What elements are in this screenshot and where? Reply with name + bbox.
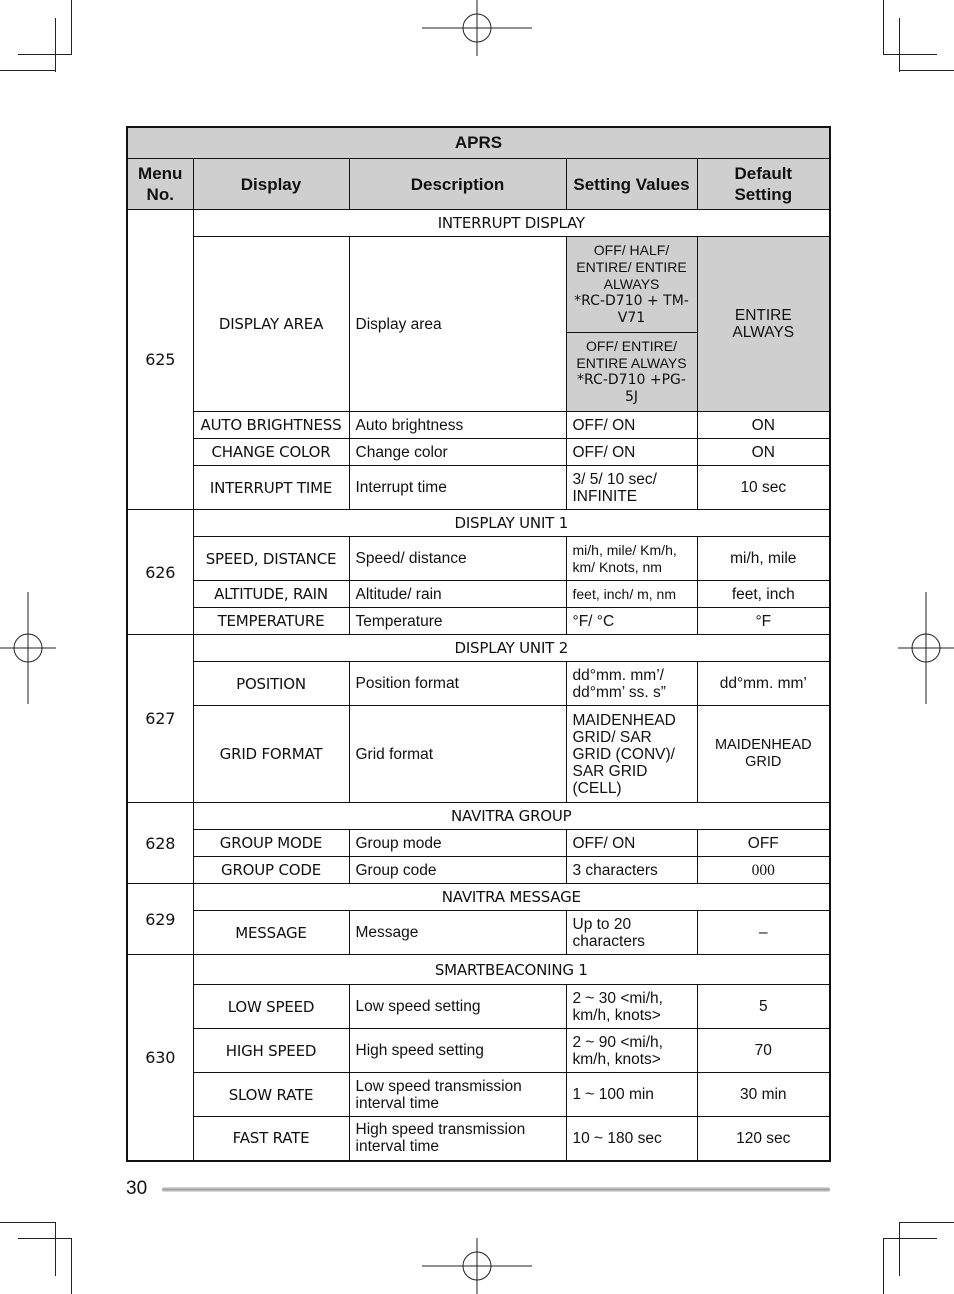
display-cell: LOW SPEED (193, 985, 349, 1029)
setting-values-cell (566, 237, 697, 333)
default-cell: ON (697, 412, 830, 439)
display-cell: TEMPERATURE (193, 608, 349, 635)
crop-mark (55, 1222, 56, 1276)
setting-values-cell: OFF/ ON (566, 830, 697, 857)
registration-mark (0, 592, 56, 704)
display-cell: CHANGE COLOR (193, 439, 349, 466)
description-cell: Change color (349, 439, 566, 466)
menu-number: 629 (127, 884, 193, 955)
default-cell: 000 (697, 857, 830, 884)
display-cell: AUTO BRIGHTNESS (193, 412, 349, 439)
setting-values-cell: 2 ~ 90 <mi/h, km/h, knots> (566, 1029, 697, 1073)
setting-values-cell: 2 ~ 30 <mi/h, km/h, knots> (566, 985, 697, 1029)
description-cell: High speed setting (349, 1029, 566, 1073)
display-cell: INTERRUPT TIME (193, 466, 349, 510)
description-cell: Display area (349, 237, 566, 412)
default-cell: – (697, 911, 830, 955)
default-cell: 5 (697, 985, 830, 1029)
default-cell: °F (697, 608, 830, 635)
footer-rule (162, 1187, 830, 1192)
description-cell: Interrupt time (349, 466, 566, 510)
default-cell: MAIDENHEAD GRID (697, 706, 830, 803)
display-cell: HIGH SPEED (193, 1029, 349, 1073)
registration-mark (422, 0, 532, 56)
header-menu-no: Menu No. (127, 159, 193, 210)
description-cell: Low speed setting (349, 985, 566, 1029)
display-cell: SLOW RATE (193, 1073, 349, 1117)
section-heading: SMARTBEACONING 1 (193, 955, 830, 985)
crop-mark (71, 1239, 72, 1294)
display-cell: DISPLAY AREA (193, 237, 349, 412)
setting-values-cell: 10 ~ 180 sec (566, 1117, 697, 1161)
display-cell: ALTITUDE, RAIN (193, 581, 349, 608)
section-heading: INTERRUPT DISPLAY (193, 210, 830, 237)
menu-number: 628 (127, 803, 193, 884)
menu-number: 626 (127, 510, 193, 635)
display-cell: GROUP MODE (193, 830, 349, 857)
setting-values-text: OFF/ ENTIRE/ ENTIRE ALWAYS (576, 338, 687, 371)
crop-mark (899, 18, 900, 72)
crop-mark (0, 1222, 55, 1223)
setting-values-cell: 3/ 5/ 10 sec/ INFINITE (566, 466, 697, 510)
setting-values-cell: OFF/ ON (566, 412, 697, 439)
header-setting-values: Setting Values (566, 159, 697, 210)
setting-values-cell: 3 characters (566, 857, 697, 884)
registration-mark (422, 1238, 532, 1294)
description-cell: Altitude/ rain (349, 581, 566, 608)
crop-mark (883, 54, 937, 55)
description-cell: Auto brightness (349, 412, 566, 439)
crop-mark (71, 0, 72, 55)
model-condition: *RC-D710 + TM-V71 (574, 293, 689, 326)
menu-number: 630 (127, 955, 193, 1161)
setting-values-text: OFF/ HALF/ ENTIRE/ ENTIRE ALWAYS (576, 242, 687, 292)
header-default-setting: Default Setting (697, 159, 830, 210)
crop-mark (899, 1222, 900, 1276)
crop-mark (883, 0, 884, 55)
setting-values-cell (566, 333, 697, 412)
table-title: APRS (127, 127, 830, 159)
description-cell: Position format (349, 662, 566, 706)
setting-values-cell: feet, inch/ m, nm (566, 581, 697, 608)
description-cell: Group mode (349, 830, 566, 857)
crop-mark (18, 1238, 72, 1239)
display-cell: FAST RATE (193, 1117, 349, 1161)
setting-values-cell: mi/h, mile/ Km/h, km/ Knots, nm (566, 537, 697, 581)
display-cell: SPEED, DISTANCE (193, 537, 349, 581)
setting-values-cell: °F/ °C (566, 608, 697, 635)
crop-mark (0, 70, 55, 71)
display-cell: POSITION (193, 662, 349, 706)
crop-mark (883, 1238, 937, 1239)
default-cell: 70 (697, 1029, 830, 1073)
description-cell: Low speed transmission interval time (349, 1073, 566, 1117)
default-cell: 30 min (697, 1073, 830, 1117)
crop-mark (55, 18, 56, 72)
setting-values-cell: dd°mm. mm’/ dd°mm’ ss. s” (566, 662, 697, 706)
default-cell: OFF (697, 830, 830, 857)
crop-mark (883, 1239, 884, 1294)
default-cell: mi/h, mile (697, 537, 830, 581)
header-display: Display (193, 159, 349, 210)
setting-values-cell: OFF/ ON (566, 439, 697, 466)
default-cell: ON (697, 439, 830, 466)
setting-values-cell: Up to 20 characters (566, 911, 697, 955)
aprs-menu-table (126, 126, 831, 1162)
display-cell: GROUP CODE (193, 857, 349, 884)
crop-mark (18, 54, 72, 55)
menu-number: 627 (127, 635, 193, 803)
section-heading: DISPLAY UNIT 2 (193, 635, 830, 662)
menu-number: 625 (127, 210, 193, 510)
description-cell: Group code (349, 857, 566, 884)
crop-mark (899, 70, 954, 71)
crop-mark (899, 1222, 954, 1223)
display-cell: GRID FORMAT (193, 706, 349, 803)
section-heading: NAVITRA MESSAGE (193, 884, 830, 911)
registration-mark (898, 592, 954, 704)
default-cell: dd°mm. mm’ (697, 662, 830, 706)
model-condition: *RC-D710 +PG-5J (577, 372, 686, 405)
default-cell: feet, inch (697, 581, 830, 608)
description-cell: Message (349, 911, 566, 955)
default-cell: 120 sec (697, 1117, 830, 1161)
header-description: Description (349, 159, 566, 210)
description-cell: Temperature (349, 608, 566, 635)
description-cell: Speed/ distance (349, 537, 566, 581)
display-cell: MESSAGE (193, 911, 349, 955)
page-number: 30 (126, 1178, 148, 1199)
setting-values-cell: 1 ~ 100 min (566, 1073, 697, 1117)
setting-values-cell: MAIDENHEAD GRID/ SAR GRID (CONV)/ SAR GRID (CELL) (566, 706, 697, 803)
description-cell: High speed transmission interval time (349, 1117, 566, 1161)
section-heading: DISPLAY UNIT 1 (193, 510, 830, 537)
default-cell: ENTIRE ALWAYS (697, 237, 830, 412)
default-cell: 10 sec (697, 466, 830, 510)
section-heading: NAVITRA GROUP (193, 803, 830, 830)
description-cell: Grid format (349, 706, 566, 803)
